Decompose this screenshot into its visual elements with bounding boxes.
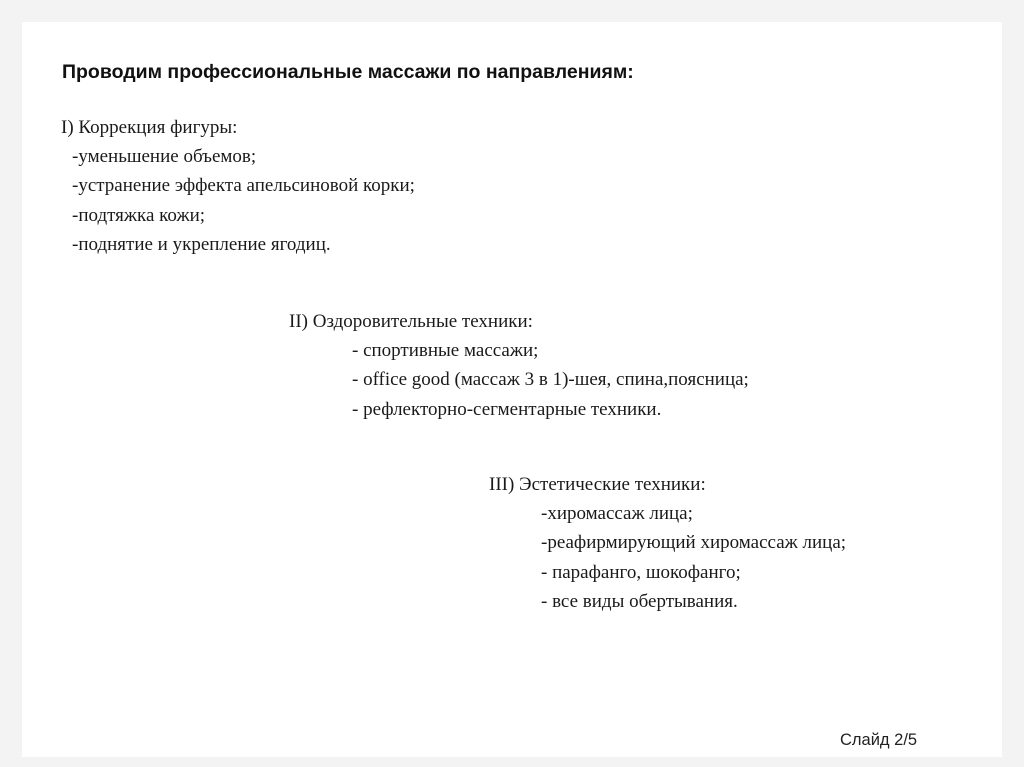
list-item: -хиромассаж лица; — [541, 503, 693, 525]
list-item: - спортивные массажи; — [352, 340, 539, 362]
list-item: - все виды обертывания. — [541, 590, 738, 612]
section-figure-correction — [61, 113, 415, 259]
list-item: - рефлекторно-сегментарные техники. — [352, 398, 662, 420]
list-item: - парафанго, шокофанго; — [541, 561, 741, 583]
list-item: -реафирмирующий хиромассаж лица; — [541, 532, 847, 554]
slide — [22, 22, 1002, 757]
section-health-techniques — [289, 307, 749, 424]
list-item: -поднятие и укрепление ягодиц. — [72, 233, 331, 255]
section-title: II) Оздоровительные техники: — [289, 311, 533, 332]
list-item: -подтяжка кожи; — [72, 204, 206, 226]
list-item: -устранение эффекта апельсиновой корки; — [72, 175, 415, 197]
list-item: -уменьшение объемов; — [72, 146, 257, 168]
slide-number: Слайд 2/5 — [840, 731, 918, 749]
slide-heading: Проводим профессиональные массажи по направлениям: — [62, 61, 634, 83]
section-title: III) Эстетические техники: — [489, 474, 706, 495]
section-title: I) Коррекция фигуры: — [61, 117, 238, 138]
list-item: - office good (массаж 3 в 1)-шея, спина,поясница; — [352, 369, 749, 391]
section-aesthetic-techniques — [489, 470, 846, 616]
